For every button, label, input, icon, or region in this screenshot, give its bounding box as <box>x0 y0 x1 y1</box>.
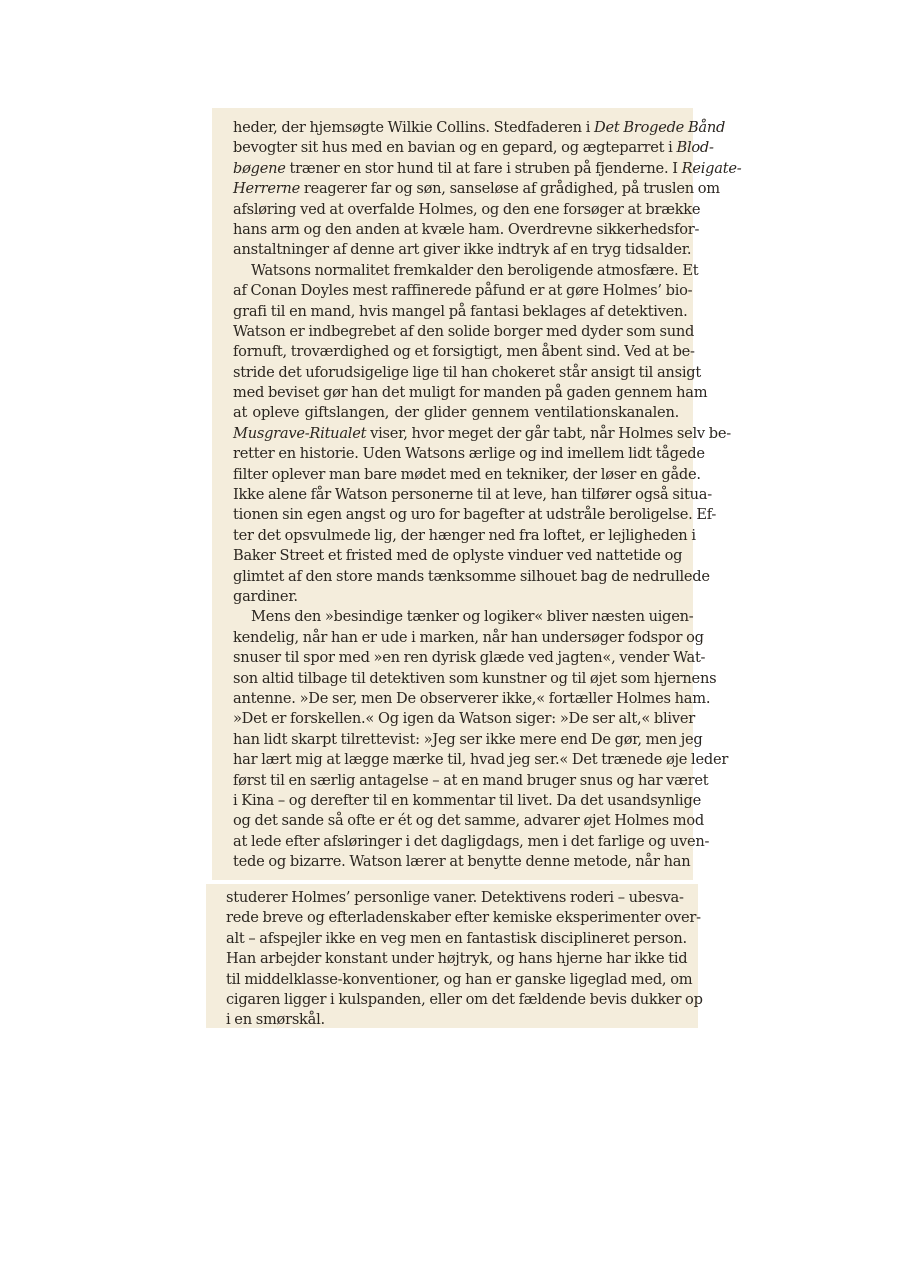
text-line <box>226 888 684 908</box>
body-text: snuser til spor med »en ren dyrisk glæde ved jagten«, vender Wat- <box>233 649 706 667</box>
text-line <box>233 832 710 852</box>
body-text: afsløring ved at overfalde Holmes, og den ene forsøger at brække <box>233 200 701 218</box>
text-line <box>226 970 693 990</box>
text-line <box>226 990 703 1010</box>
body-text: i en smørskål. <box>226 1011 325 1029</box>
text-line <box>233 302 688 322</box>
body-text: fornuft, troværdighed og et forsigtigt, men åbent sind. Ved at be- <box>233 343 695 361</box>
body-text: Watsons normalitet fremkalder den beroligende atmosfære. Et <box>251 261 699 279</box>
body-text: Ikke alene får Watson personerne til at leve, han tilfører også situa- <box>233 486 712 504</box>
body-text: viser, hvor meget der går tabt, når Holmes selv be- <box>366 424 731 442</box>
body-text: son altid tilbage til detektiven som kunstner og til øjet som hjernens <box>233 669 717 687</box>
body-text: af Conan Doyles mest raffinerede påfund er at gøre Holmes’ bio- <box>233 282 693 300</box>
text-line <box>233 852 691 872</box>
body-text: antenne. »De ser, men De observerer ikke,« fortæller Holmes ham. <box>233 689 711 707</box>
body-text: stride det uforudsigelige lige til han chokeret står ansigt til ansigt <box>233 363 701 381</box>
top-text-clipping <box>212 108 742 880</box>
body-text: filter oplever man bare mødet med en tekniker, der løser en gåde. <box>233 465 701 483</box>
body-text: til middelklasse-konventioner, og han er ganske ligeglad med, om <box>226 970 693 988</box>
body-text: bevogter sit hus med en bavian og en gepard, og ægteparret i <box>233 139 677 157</box>
body-text: først til en særlig antagelse – at en mand bruger snus og har været <box>233 771 709 789</box>
italic-title-text: Det Brogede Bånd <box>594 119 726 136</box>
body-text: alt – afspejler ikke en veg men en fantastisk disciplineret person. <box>226 929 687 947</box>
italic-title-text: Blod- <box>676 139 714 157</box>
text-line <box>233 791 701 811</box>
text-line <box>233 546 683 566</box>
body-text: glimtet af den store mands tænksomme silhouet bag de nedrullede <box>233 567 710 585</box>
body-text: ter det opsvulmede lig, der hænger ned fra loftet, er lejligheden i <box>233 526 696 544</box>
body-text: anstaltninger af denne art giver ikke indtryk af en tryg tidsalder. <box>233 241 692 259</box>
body-text: studerer Holmes’ personlige vaner. Detektivens roderi – ubesva- <box>226 889 684 906</box>
body-text: Mens den »besindige tænker og logiker« bliver næsten uigen- <box>251 608 694 626</box>
body-text: retter en historie. Uden Watsons ærlige og ind imellem lidt tågede <box>233 445 705 463</box>
text-line <box>233 240 692 260</box>
text-line <box>233 567 710 587</box>
body-text: at opleve giftslangen, der glider gennem ventilationskanalen. <box>233 404 679 422</box>
body-text: og det sande så ofte er ét og det samme, advarer øjet Holmes mod <box>233 812 704 830</box>
text-line <box>233 587 679 607</box>
body-text: at lede efter afsløringer i det dagligdags, men i det farlige og uven- <box>233 832 710 850</box>
text-line <box>233 628 704 648</box>
text-line <box>233 179 720 199</box>
italic-title-text: Reigate- <box>681 159 742 177</box>
body-text: tede og bizarre. Watson lærer at benytte denne metode, når han <box>233 853 691 871</box>
body-text: Watson er indbegrebet af den solide borger med dyder som sund <box>233 322 695 340</box>
text-line <box>233 281 693 301</box>
text-line <box>233 730 703 750</box>
text-line <box>233 811 704 831</box>
text-line <box>233 342 695 362</box>
text-line <box>233 669 717 689</box>
italic-title-text: bøgene <box>233 159 286 177</box>
text-line <box>233 444 705 464</box>
italic-title-text: Musgrave-Ritualet <box>233 424 367 442</box>
text-line <box>233 526 696 546</box>
bottom-text-clipping <box>206 884 703 1029</box>
text-line <box>233 485 712 505</box>
body-text: træner en stor hund til at fare i struben på fjenderne. I <box>285 159 682 177</box>
body-text: Baker Street et fristed med de oplyste vinduer ved nattetide og <box>233 547 683 565</box>
body-text: gardiner. <box>233 587 298 605</box>
body-text: hans arm og den anden at kvæle ham. Overdrevne sikkerhedsfor- <box>233 220 700 238</box>
text-line <box>233 383 708 403</box>
text-line <box>233 505 717 525</box>
text-line <box>233 138 714 158</box>
body-text: »Det er forskellen.« Og igen da Watson siger: »De ser alt,« bliver <box>233 710 695 728</box>
body-text: kendelig, når han er ude i marken, når han undersøger fodspor og <box>233 628 704 646</box>
body-text: i Kina – og derefter til en kommentar til livet. Da det usandsynlige <box>233 791 701 809</box>
text-line <box>233 261 699 281</box>
body-text: reagerer far og søn, sanseløse af grådighed, på truslen om <box>299 180 720 198</box>
body-text: rede breve og efterladenskaber efter kemiske eksperimenter over- <box>226 909 701 927</box>
text-line <box>233 648 706 668</box>
text-line <box>233 465 701 485</box>
text-line <box>233 220 700 240</box>
text-line <box>233 159 742 179</box>
text-line <box>233 403 679 423</box>
text-line <box>233 322 695 342</box>
body-text: cigaren ligger i kulspanden, eller om det fældende bevis dukker op <box>226 990 703 1008</box>
text-line <box>226 929 687 949</box>
text-line <box>233 689 711 709</box>
text-line <box>233 607 694 627</box>
text-line <box>233 363 701 383</box>
text-line <box>226 1010 668 1030</box>
italic-title-text: Herrerne <box>233 180 300 198</box>
text-line <box>233 709 695 729</box>
body-text: tionen sin egen angst og uro for bagefter at udstråle beroligelse. Ef- <box>233 506 717 524</box>
text-line <box>233 771 709 791</box>
body-text: med beviset gør han det muligt for manden på gaden gennem ham <box>233 384 708 402</box>
text-line <box>233 424 731 444</box>
text-line <box>226 908 701 928</box>
body-text: heder, der hjemsøgte Wilkie Collins. Stedfaderen i <box>233 119 595 136</box>
body-text: Han arbejder konstant under højtryk, og hans hjerne har ikke tid <box>226 950 688 968</box>
text-line <box>226 949 688 969</box>
body-text: har lært mig at lægge mærke til, hvad jeg ser.« Det trænede øje leder <box>233 751 729 769</box>
text-line <box>233 750 729 770</box>
text-line <box>233 200 701 220</box>
body-text: grafi til en mand, hvis mangel på fantasi beklages af detektiven. <box>233 302 688 320</box>
text-line <box>233 118 726 138</box>
body-text: han lidt skarpt tilrettevist: »Jeg ser ikke mere end De gør, men jeg <box>233 730 703 748</box>
